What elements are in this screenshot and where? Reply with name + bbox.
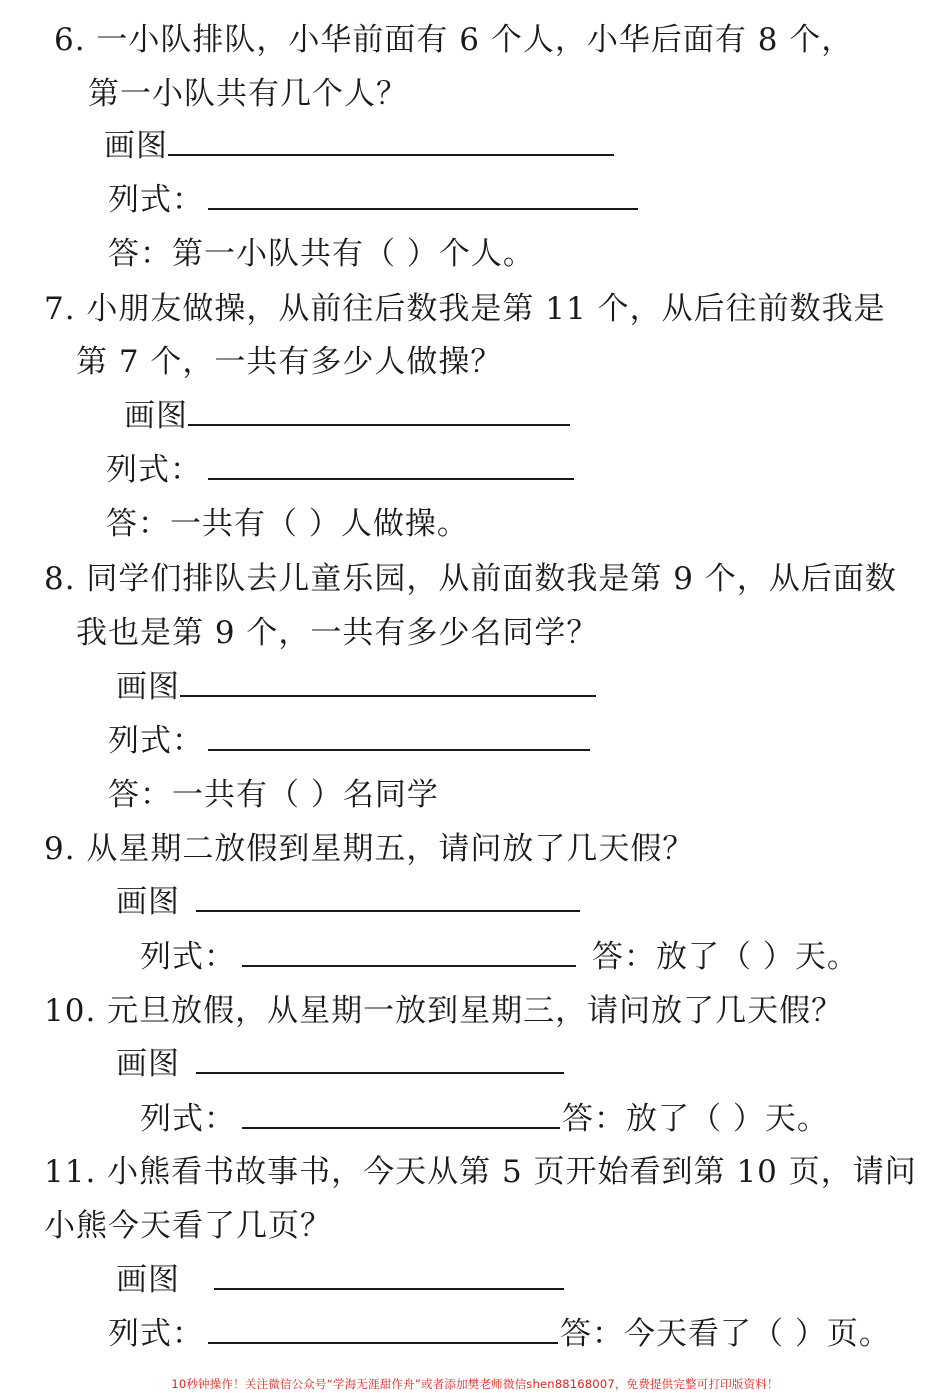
q10-line1: 10. 元旦放假，从星期一放到星期三，请问放了几天假？ <box>44 993 844 1029</box>
q7-formula-label: 列式： <box>106 452 202 488</box>
q10-draw-row <box>116 1044 564 1084</box>
q11-line2: 小熊今天看了几页？ <box>44 1208 332 1244</box>
footer-notice: 10秒钟操作！关注微信公众号“学海无涯甜作舟”或者添加樊老师微信shen88168007，免费提供完整可打印版资料！ <box>171 1377 779 1391</box>
q10-formula-label: 列式： <box>140 1101 236 1137</box>
q6-draw-blank[interactable] <box>168 128 614 156</box>
q9-formula-label: 列式： <box>140 939 236 975</box>
q6-line1: 6. 一小队排队，小华前面有 6 个人，小华后面有 8 个， <box>54 22 854 58</box>
q7-line2: 第 7 个，一共有多少人做操？ <box>76 344 503 380</box>
q10-draw-blank[interactable] <box>196 1046 564 1074</box>
q11-answer: 答：今天看了（ ）页。 <box>560 1316 891 1352</box>
q8-draw-row <box>116 667 596 707</box>
q11-draw-label: 画图 <box>116 1262 180 1298</box>
q8-line2: 我也是第 9 个，一共有多少名同学？ <box>76 615 599 651</box>
q6-draw-label: 画图 <box>104 128 168 164</box>
q7-draw-blank[interactable] <box>188 398 570 426</box>
q8-formula-label: 列式： <box>108 723 204 759</box>
q10-formula-blank[interactable] <box>242 1101 560 1129</box>
q11-line1: 11. 小熊看书故事书，今天从第 5 页开始看到第 10 页，请问 <box>44 1154 917 1190</box>
q9-formula-row <box>140 937 859 977</box>
q6-draw-row <box>104 126 614 166</box>
q7-draw-label: 画图 <box>124 398 188 434</box>
q7-draw-row <box>124 396 570 436</box>
q9-draw-blank[interactable] <box>196 884 580 912</box>
q11-formula-blank[interactable] <box>208 1316 558 1344</box>
q9-formula-blank[interactable] <box>242 939 576 967</box>
q9-draw-row <box>116 882 580 922</box>
q10-draw-label: 画图 <box>116 1046 180 1082</box>
q9-answer: 答：放了（ ）天。 <box>592 939 859 975</box>
q7-formula-blank[interactable] <box>208 452 574 480</box>
q6-answer: 答：第一小队共有（ ）个人。 <box>108 236 535 272</box>
q8-formula-row <box>108 721 590 761</box>
q9-line1: 9. 从星期二放假到星期五，请问放了几天假？ <box>44 831 695 867</box>
q7-line1: 7. 小朋友做操，从前往后数我是第 11 个，从后往前数我是 <box>44 291 886 327</box>
q6-formula-label: 列式： <box>108 182 204 218</box>
q8-line1: 8. 同学们排队去儿童乐园，从前面数我是第 9 个，从后面数 <box>44 561 897 597</box>
q8-draw-label: 画图 <box>116 669 180 705</box>
q9-draw-label: 画图 <box>116 884 180 920</box>
q11-draw-row <box>116 1260 564 1300</box>
q7-answer: 答：一共有（ ）人做操。 <box>106 506 469 542</box>
q8-draw-blank[interactable] <box>180 669 596 697</box>
q6-formula-blank[interactable] <box>208 182 638 210</box>
q6-line2: 第一小队共有几个人？ <box>88 76 408 112</box>
q11-formula-row <box>108 1314 891 1354</box>
q8-formula-blank[interactable] <box>208 723 590 751</box>
q6-formula-row <box>108 180 638 220</box>
q10-answer: 答：放了（ ）天。 <box>562 1101 829 1137</box>
q7-formula-row <box>106 450 574 490</box>
q11-draw-blank[interactable] <box>214 1262 564 1290</box>
q10-formula-row <box>140 1099 829 1139</box>
q8-answer: 答：一共有（ ）名同学 <box>108 777 439 813</box>
q11-formula-label: 列式： <box>108 1316 204 1352</box>
